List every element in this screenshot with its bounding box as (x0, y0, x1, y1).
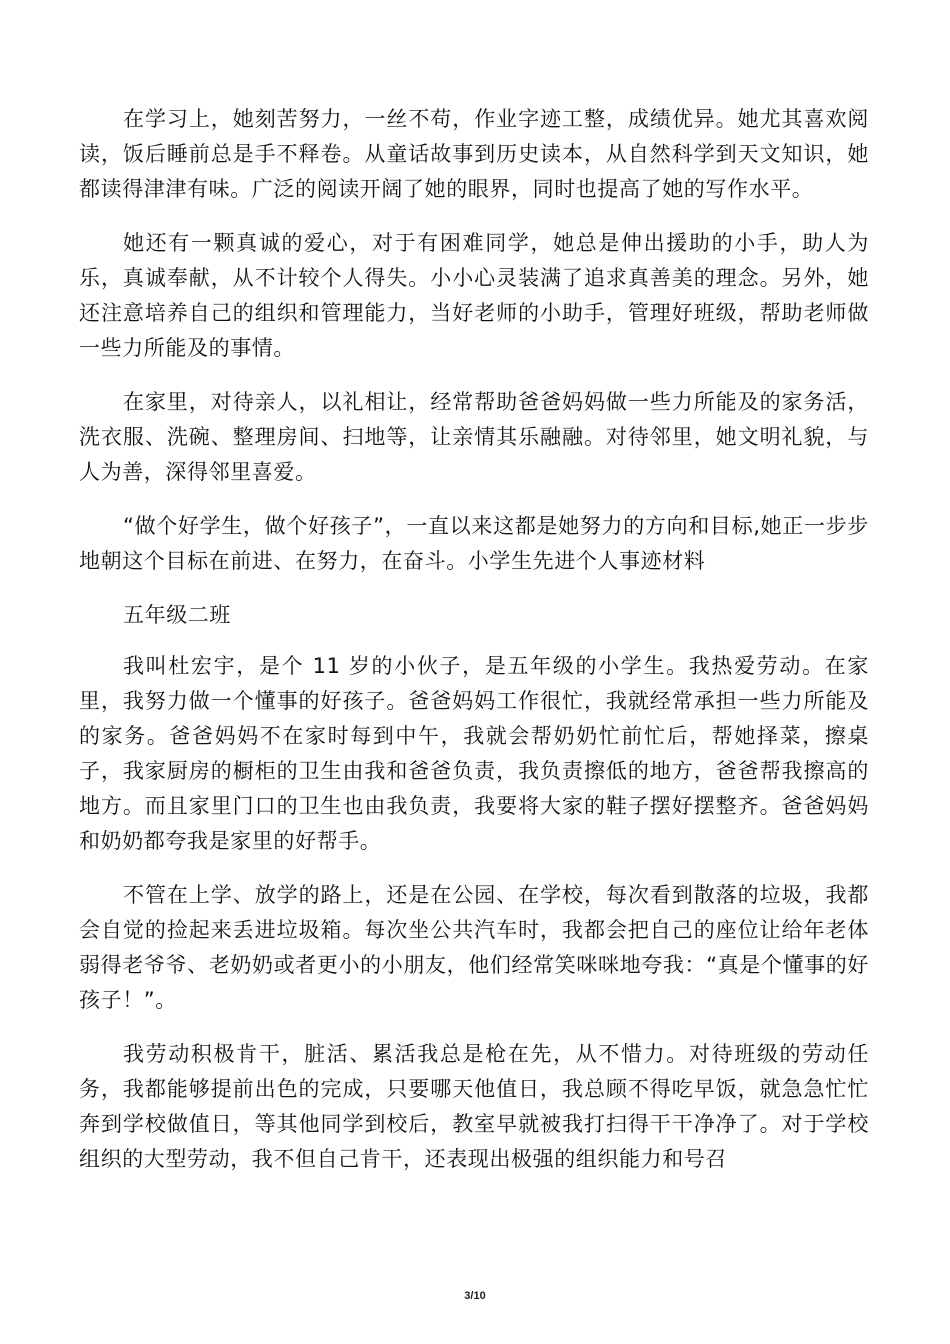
paragraph-goal: “做个好学生，做个好孩子”，一直以来这都是她努力的方向和目标,她正一步步地朝这个目标在前进、在努力，在奋斗。小学生先进个人事迹材料 (79, 514, 869, 573)
document-body (79, 102, 869, 1196)
paragraph-litter: 不管在上学、放学的路上，还是在公园、在学校，每次看到散落的垃圾，我都会自觉的捡起来丢进垃圾箱。每次坐公共汽车时，我都会把自己的座位让给年老体弱得老爷爷、老奶奶或者更小的小朋友，他们经常笑咪咪地夸我：“真是个懂事的好孩子！”。 (79, 883, 869, 1012)
paragraph-kindness: 她还有一颗真诚的爱心，对于有困难同学，她总是伸出援助的小手，助人为乐，真诚奉献，从不计较个人得失。小小心灵装满了追求真善美的理念。另外，她还注意培养自己的组织和管理能力，当好老师的小助手，管理好班级，帮助老师做一些力所能及的事情。 (79, 231, 869, 360)
paragraph-introduction: 我叫杜宏宇，是个 11 岁的小伙子，是五年级的小学生。我热爱劳动。在家里，我努力做一个懂事的好孩子。爸爸妈妈工作很忙，我就经常承担一些力所能及的家务。爸爸妈妈不在家时每到中午，我就会帮奶奶忙前忙后，帮她择菜，擦桌子，我家厨房的橱柜的卫生由我和爸爸负责，我负责擦低的地方，爸爸帮我擦高的地方。而且家里门口的卫生也由我负责，我要将大家的鞋子摆好摆整齐。爸爸妈妈和奶奶都夸我是家里的好帮手。 (79, 654, 869, 853)
paragraph-study: 在学习上，她刻苦努力，一丝不苟，作业字迹工整，成绩优异。她尤其喜欢阅读，饭后睡前总是手不释卷。从童话故事到历史读本，从自然科学到天文知识，她都读得津津有味。广泛的阅读开阔了她的眼界，同时也提高了她的写作水平。 (79, 107, 869, 201)
paragraph-labor: 我劳动积极肯干，脏活、累活我总是枪在先，从不惜力。对待班级的劳动任务，我都能够提前出色的完成，只要哪天他值日，我总顾不得吃早饭，就急急忙忙奔到学校做值日，等其他同学到校后，教室早就被我打扫得干干净净了。对于学校组织的大型劳动，我不但自己肯干，还表现出极强的组织能力和号召 (79, 1042, 869, 1171)
paragraph-home: 在家里，对待亲人，以礼相让，经常帮助爸爸妈妈做一些力所能及的家务活，洗衣服、洗碗、整理房间、扫地等，让亲情其乐融融。对待邻里，她文明礼貌，与人为善，深得邻里喜爱。 (79, 390, 869, 484)
class-heading: 五年级二班 (123, 603, 231, 627)
page-number: 3/10 (464, 1290, 486, 1302)
